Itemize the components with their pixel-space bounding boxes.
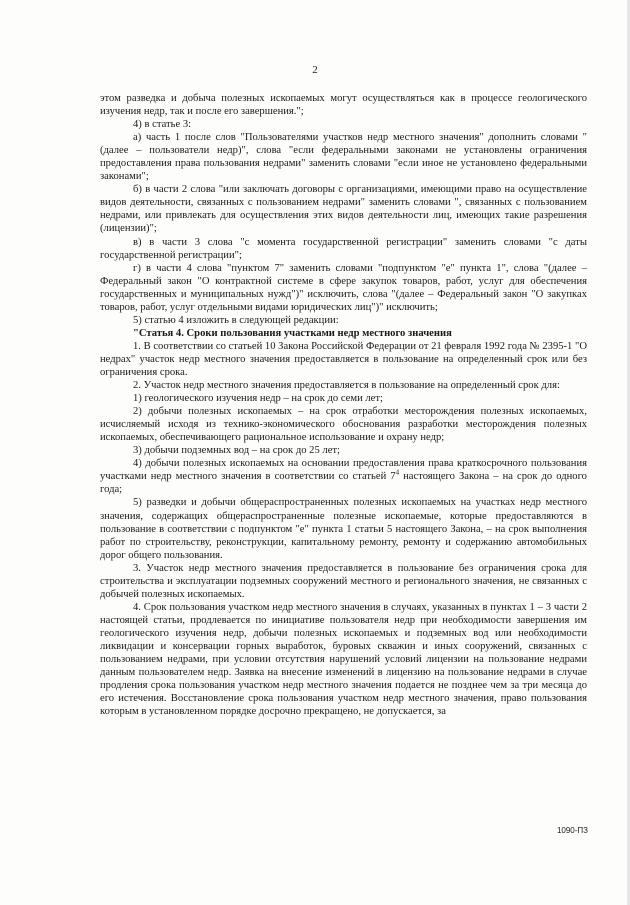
superscript: 4	[395, 468, 400, 477]
paragraph: б) в части 2 слова "или заключать договоры с организациями, имеющими право на осуществление видов деятельности, связанных с пользованием недрами" заменить словами ", связанных с пользованием недрами, или привлекать для осуществления этих видов деятельности лиц, имеющих такие разрешения (лицензии)";	[100, 184, 587, 235]
paragraph: г) в части 4 слова "пунктом 7" заменить словами "подпунктом "е" пункта 1", слова "(далее – Федеральный закон "О контрактной системе в сфере закупок товаров, работ, услуг для обеспечения государственных и муниципальных нужд")" исключить, слова "(далее – Федеральный закон "О закупках товаров, работ, услуг отдельными видами юридических лиц")" исключить;	[100, 262, 587, 313]
paragraph: 1) геологического изучения недр – на срок до семи лет;	[133, 393, 383, 405]
paragraph: 5) статью 4 изложить в следующей редакции:	[133, 314, 339, 326]
paragraph: этом разведка и добыча полезных ископаемых могут осуществляться как в процессе геологического изучения недр, так и после его завершения.";	[100, 93, 587, 118]
paragraph: 4. Срок пользования участком недр местного значения в случаях, указанных в пунктах 1 – 3 части 2 настоящей статьи, продлевается по инициативе пользователя недр при необходимости завершения им геологического изучения недр, добычи полезных ископаемых и подземных вод или необходимости ликвидации и консервации горных выработок, буровых скважин и иных сооружений, связанных с пользованием недрами, при условии отсутствия нарушений условий лицензии на пользование недрами данным пользователем недр. Заявка на внесение изменений в лицензию на пользование недрами в случае продления срока пользования участком недр местного значения подается не позднее чем за три месяца до его истечения. Восстановление срока пользования участком недр местного значения, право пользования которым в установленном порядке досрочно прекращено, не допускается, за	[100, 601, 587, 718]
paragraph	[100, 457, 587, 496]
page-number: 2	[312, 64, 318, 76]
paragraph-tail: настоящего Закона – на срок до одного года;	[100, 471, 587, 496]
paragraph: 5) разведки и добычи общераспространенных полезных ископаемых на участках недр местного значения, содержащих общераспространенные полезные ископаемые, которые предоставляются в пользование в соответствии с подпунктом "е" пункта 1 статьи 5 настоящего Закона, – на срок выполнения работ по строительству, реконструкции, капитальному ремонту, ремонту и содержанию автомобильных дорог общего пользования.	[100, 497, 587, 561]
paragraph-text: 4) добычи полезных ископаемых на основании предоставления права краткосрочного пользования участками недр местного значения в соответствии со статьей 7	[100, 458, 587, 483]
paragraph: 4) в статье 3:	[133, 119, 192, 131]
paragraph: а) часть 1 после слов "Пользователями участков недр местного значения" дополнить словами "(далее – пользователи недр)", слова "если федеральными законами не установлены ограничения предоставления права пользования недрами" заменить словами "если иное не установлено федеральными законами";	[100, 132, 587, 183]
paragraph: 3) добычи подземных вод – на срок до 25 лет;	[133, 445, 340, 457]
article-heading: "Статья 4. Сроки пользования участками недр местного значения	[133, 327, 452, 339]
paragraph: 1. В соответствии со статьей 10 Закона Российской Федерации от 21 февраля 1992 года № 2395-1 "О недрах" участок недр местного значения предоставляется в пользование на определенный срок или без ограничения срока.	[100, 340, 587, 378]
document-code: 1090-ПЗ	[556, 826, 588, 835]
paragraph: в) в части 3 слова "с момента государственной регистрации" заменить словами "с даты государственной регистрации";	[100, 236, 587, 261]
paragraph: 3. Участок недр местного значения предоставляется в пользование без ограничения срока для строительства и эксплуатации подземных сооружений местного и регионального значения, не связанных с добычей полезных ископаемых.	[100, 562, 587, 600]
paragraph: 2. Участок недр местного значения предоставляется в пользование на определенный срок для:	[133, 380, 560, 392]
document-body	[100, 92, 587, 718]
paragraph: 2) добычи полезных ископаемых – на срок отработки месторождения полезных ископаемых, исчисляемый исходя из технико-экономического обоснования разработки месторождения полезных ископаемых, обеспечивающего рациональное использование и охрану недр;	[100, 406, 587, 444]
